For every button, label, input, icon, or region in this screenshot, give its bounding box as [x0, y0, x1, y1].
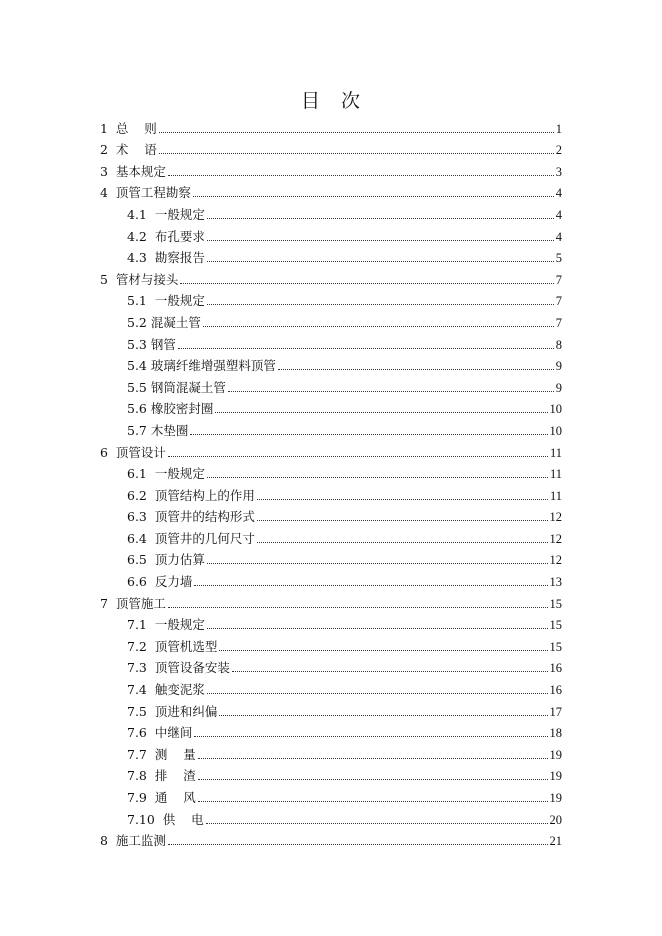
- toc-entry-label: 5 管材与接头: [100, 271, 179, 287]
- toc-leader-dots: [168, 175, 554, 176]
- toc-entry-label: 7.6 中继间: [127, 725, 193, 741]
- toc-leader-dots: [159, 132, 554, 133]
- toc-entry[interactable]: [100, 721, 562, 743]
- toc-entry[interactable]: [100, 267, 562, 289]
- toc-entry-label: 5.6 橡胶密封圈: [127, 401, 214, 417]
- toc-entry[interactable]: [100, 246, 562, 268]
- toc-entry-page-number: 5: [555, 251, 562, 266]
- toc-entry-label: 7.9 通 风: [127, 790, 196, 805]
- toc-leader-dots: [168, 844, 548, 845]
- table-of-contents: [100, 116, 562, 850]
- toc-entry-page-number: 15: [549, 596, 562, 611]
- toc-entry[interactable]: [100, 181, 562, 203]
- toc-entry-page-number: 16: [549, 661, 562, 676]
- toc-entry[interactable]: [100, 289, 562, 311]
- toc-entry[interactable]: [100, 202, 562, 224]
- toc-entry-page-number: 11: [549, 467, 562, 482]
- toc-leader-dots: [207, 477, 548, 478]
- toc-leader-dots: [207, 563, 548, 564]
- toc-entry-page-number: 18: [549, 726, 562, 741]
- toc-entry-label: 7.8 排 渣: [127, 768, 196, 784]
- toc-leader-dots: [219, 715, 547, 716]
- toc-entry-label: 6.3 顶管井的结构形式: [127, 509, 255, 525]
- toc-leader-dots: [278, 369, 554, 370]
- toc-entry-label: 7.2 顶管机选型: [127, 638, 218, 654]
- toc-entry[interactable]: [100, 677, 562, 699]
- toc-entry[interactable]: [100, 418, 562, 440]
- toc-leader-dots: [257, 499, 548, 500]
- toc-leader-dots: [194, 585, 547, 586]
- toc-entry-page-number: 15: [549, 618, 562, 633]
- toc-entry-page-number: 19: [549, 769, 562, 784]
- toc-entry-label: 5.3 钢管: [127, 336, 176, 352]
- toc-leader-dots: [215, 412, 547, 413]
- toc-entry-label: 7.5 顶进和纠偏: [127, 703, 218, 719]
- toc-leader-dots: [180, 283, 553, 284]
- toc-entry-label: 4.3 勘察报告: [127, 250, 205, 266]
- toc-leader-dots: [257, 542, 548, 543]
- toc-entry-label: 6.1 一般规定: [127, 466, 205, 482]
- toc-leader-dots: [194, 736, 547, 737]
- toc-entry-label: 3 基本规定: [100, 163, 166, 179]
- toc-leader-dots: [207, 218, 554, 219]
- toc-entry-page-number: 12: [549, 510, 562, 525]
- toc-entry[interactable]: [100, 699, 562, 721]
- toc-entry-page-number: 17: [549, 704, 562, 719]
- toc-entry-page-number: 9: [555, 380, 562, 395]
- toc-entry[interactable]: [100, 224, 562, 246]
- toc-entry-page-number: 4: [555, 186, 562, 201]
- page-title: 目 次: [300, 90, 361, 112]
- toc-entry-page-number: 13: [549, 575, 562, 590]
- toc-entry-page-number: 7: [555, 315, 562, 330]
- toc-leader-dots: [207, 261, 554, 262]
- toc-entry[interactable]: [100, 742, 562, 764]
- toc-entry[interactable]: [100, 159, 562, 181]
- toc-entry-page-number: 7: [555, 294, 562, 309]
- toc-entry-label: 7.3 顶管设备安装: [127, 660, 230, 676]
- toc-entry-page-number: 3: [555, 164, 562, 179]
- toc-leader-dots: [207, 304, 554, 305]
- toc-entry-page-number: 21: [549, 834, 562, 849]
- toc-entry-label: 4.1 一般规定: [127, 206, 205, 222]
- toc-entry-label: 5.2 混凝土管: [127, 314, 201, 330]
- toc-entry[interactable]: [100, 526, 562, 548]
- toc-entry[interactable]: [100, 375, 562, 397]
- toc-entry[interactable]: [100, 440, 562, 462]
- toc-entry[interactable]: [100, 829, 562, 851]
- toc-leader-dots: [203, 326, 554, 327]
- toc-entry-label: 5.5 钢筒混凝土管: [127, 379, 226, 395]
- toc-leader-dots: [206, 823, 548, 824]
- toc-entry[interactable]: [100, 591, 562, 613]
- toc-entry-page-number: 12: [549, 531, 562, 546]
- toc-leader-dots: [198, 801, 548, 802]
- toc-entry-label: 4 顶管工程勘察: [100, 185, 191, 201]
- toc-entry-label: 5.7 木垫圈: [127, 422, 189, 438]
- toc-entry-label: 8 施工监测: [100, 833, 166, 849]
- toc-leader-dots: [168, 607, 548, 608]
- toc-leader-dots: [190, 434, 547, 435]
- toc-entry[interactable]: [100, 505, 562, 527]
- toc-entry-page-number: 7: [555, 272, 562, 287]
- toc-entry[interactable]: [100, 483, 562, 505]
- toc-leader-dots: [198, 779, 548, 780]
- toc-entry-page-number: 15: [549, 639, 562, 654]
- toc-entry-label: 6.2 顶管结构上的作用: [127, 487, 255, 503]
- toc-leader-dots: [228, 391, 554, 392]
- toc-leader-dots: [207, 628, 548, 629]
- toc-entry-label: 6.5 顶力估算: [127, 552, 205, 568]
- toc-leader-dots: [257, 520, 548, 521]
- toc-entry-label: 4.2 布孔要求: [127, 228, 205, 244]
- toc-leader-dots: [207, 693, 548, 694]
- toc-entry-label: 6 顶管设计: [100, 444, 166, 460]
- toc-entry-label: 7.10 供 电: [127, 811, 204, 827]
- toc-leader-dots: [168, 456, 548, 457]
- toc-entry-page-number: 11: [549, 445, 562, 460]
- toc-entry[interactable]: [100, 548, 562, 570]
- toc-entry[interactable]: [100, 397, 562, 419]
- toc-entry-label: 5.1 一般规定: [127, 293, 205, 309]
- toc-entry-label: 7 顶管施工: [100, 595, 166, 611]
- toc-entry-page-number: 2: [555, 143, 562, 158]
- toc-entry-label: 2 术 语: [100, 142, 157, 158]
- toc-leader-dots: [232, 671, 548, 672]
- toc-entry-label: 6.4 顶管井的几何尺寸: [127, 530, 255, 546]
- toc-leader-dots: [198, 758, 548, 759]
- toc-entry[interactable]: [100, 332, 562, 354]
- toc-entry-page-number: 19: [549, 747, 562, 762]
- toc-entry[interactable]: [100, 764, 562, 786]
- toc-entry[interactable]: [100, 569, 562, 591]
- toc-entry[interactable]: [100, 116, 562, 138]
- toc-entry[interactable]: [100, 807, 562, 829]
- toc-entry[interactable]: [100, 310, 562, 332]
- toc-entry[interactable]: [100, 656, 562, 678]
- toc-entry-label: 7.1 一般规定: [127, 617, 205, 633]
- toc-entry[interactable]: [100, 634, 562, 656]
- toc-entry[interactable]: [100, 138, 562, 160]
- toc-entry[interactable]: [100, 354, 562, 376]
- toc-entry[interactable]: [100, 462, 562, 484]
- toc-leader-dots: [159, 153, 554, 154]
- toc-entry[interactable]: [100, 613, 562, 635]
- toc-entry-page-number: 4: [555, 207, 562, 222]
- toc-entry-page-number: 8: [555, 337, 562, 352]
- toc-entry-page-number: 9: [555, 359, 562, 374]
- toc-entry-page-number: 16: [549, 683, 562, 698]
- toc-leader-dots: [207, 240, 554, 241]
- toc-entry-page-number: 12: [549, 553, 562, 568]
- toc-entry-page-number: 11: [549, 488, 562, 503]
- toc-entry-label: 1 总 则: [100, 120, 157, 136]
- toc-entry-label: 5.4 玻璃纤维增强塑料顶管: [127, 358, 276, 374]
- toc-entry-page-number: 10: [549, 423, 562, 438]
- toc-entry-page-number: 4: [555, 229, 562, 244]
- toc-leader-dots: [178, 348, 554, 349]
- toc-entry-page-number: 20: [549, 812, 562, 827]
- toc-entry-label: 7.7 测 量: [127, 746, 196, 762]
- toc-leader-dots: [193, 196, 554, 197]
- toc-entry-label: 7.4 触变泥浆: [127, 682, 205, 698]
- toc-entry-label: 6.6 反力墙: [127, 574, 193, 590]
- toc-entry-page-number: 10: [549, 402, 562, 417]
- toc-leader-dots: [219, 650, 547, 651]
- toc-entry-page-number: 1: [555, 121, 562, 136]
- toc-entry[interactable]: [100, 785, 562, 807]
- toc-entry-page-number: 19: [549, 791, 562, 805]
